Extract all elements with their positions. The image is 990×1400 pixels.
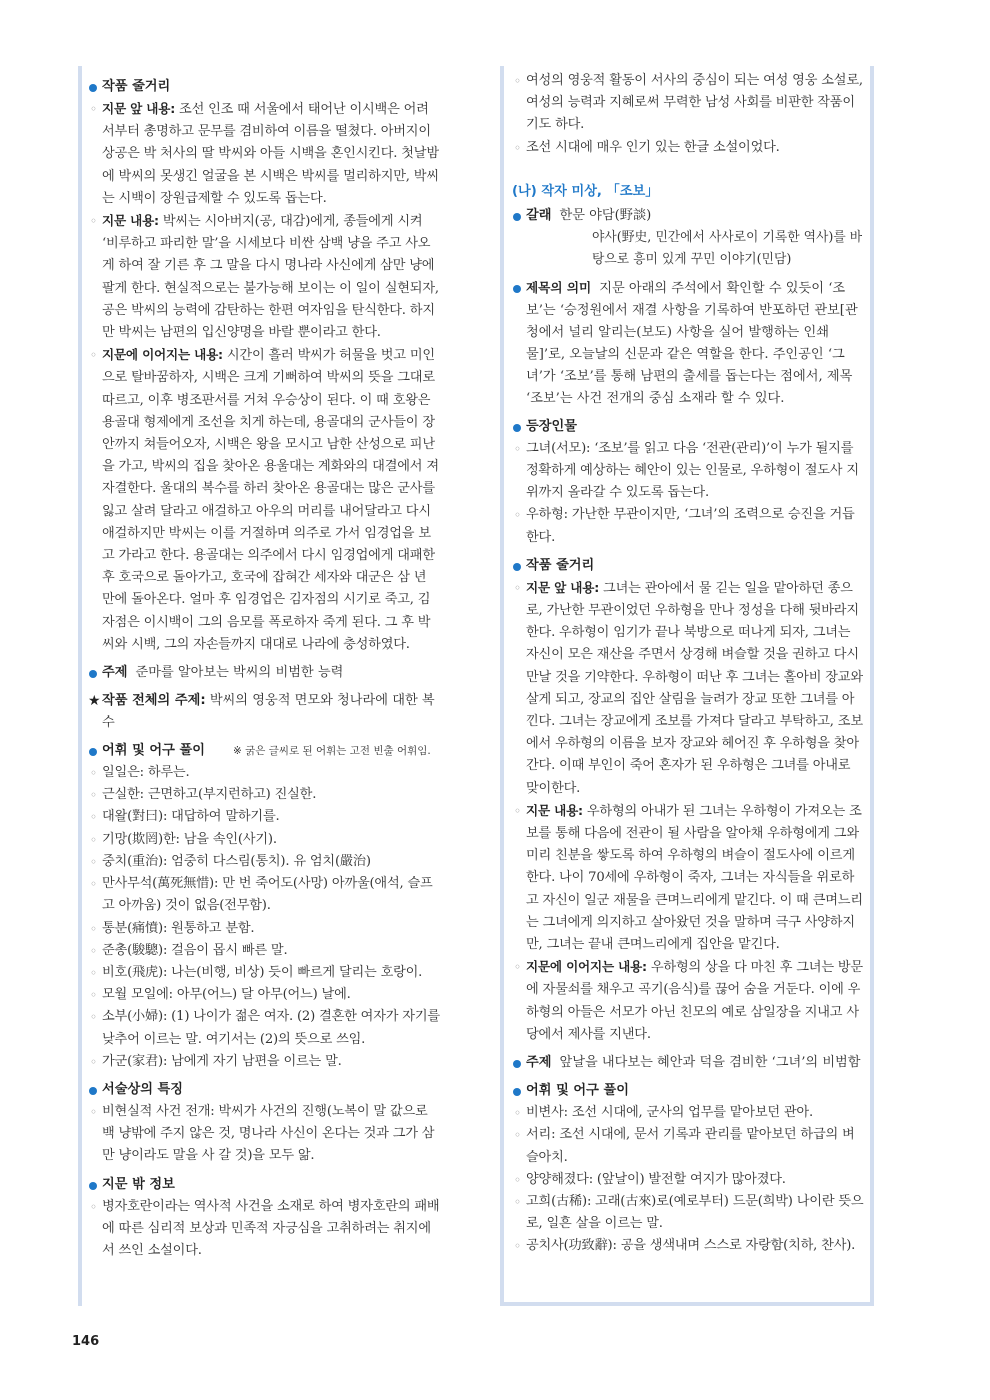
list-item: ◦ 지문에 이어지는 내용: 시간이 흘러 박씨가 허물을 벗고 미인으로 탈바꿈하자, 시백은 크게 기뻐하여 박씨의 뜻을 그대로 따르고, 이후 병조판서를 거쳐 우승상이 된다. 이 때 호왕은 용골대 형제에게 조선을 치게 하는데, 용골대의 군사들이 장안까지 쳐들어오자, 시백은 왕을 모시고 남한 산성으로 피난을 가고, 박씨의 집을 찾아온 용울대는 계화와의 대결에서 져 자결한다. 울대의 복수를 하러 찾아온 용골대는 많은 군사를 잃고 살려 달라고 애걸하고 아우의 머리를 내어달라고 다시 애걸하지만 박씨는 이를 거절하며 의주로 가서 임경업을 보고 가라고 한다. 용골대는 의주에서 다시 임경업에게 대패한 후 호국으로 돌아가고, 호국에 잡혀간 세자와 대군은 삼 년 만에 돌아온다. 얼마 후 임경업은 김자점의 시기로 죽고, 김자점은 이시백이 그의 음모를 폭로하자 죽게 된다. 그 후 박씨와 시백, 그의 자손들까지 대대로 나라에 충성하였다. — [88, 344, 440, 656]
vocab-list — [88, 762, 440, 1073]
star-icon: ★ — [88, 693, 101, 710]
list-item: ◦ 지문 앞 내용: 조선 인조 때 서울에서 태어난 이시백은 어려서부터 총명하고 문무를 겸비하여 이름을 떨쳤다. 아버지이 상공은 박 처사의 딸 박씨와 아들 시백을 혼인시킨다. 첫날밤에 박씨의 못생긴 얼굴을 본 시백은 박씨를 멀리하지만, 박씨는 시백이 장원급제할 수 있도록 돕는다. — [88, 98, 440, 210]
section-heading: 어휘 및 어구 풀이 — [512, 1080, 864, 1102]
plot-list — [88, 98, 440, 656]
section-heading: 갈래 한문 야담(野談) — [512, 205, 864, 227]
list-item: ◦ 대왈(對曰): 대답하여 말하기를. — [88, 806, 440, 828]
list-item: ◦ 비현실적 사건 전개: 박씨가 사건의 진행(노복이 말 값으로 백 냥밖에 주지 않은 것, 명나라 사신이 온다는 것과 그가 삼만 냥이라도 말을 사 갈 것)을 모두 앎. — [88, 1101, 440, 1168]
vocab-section — [88, 740, 440, 1073]
plot-section — [88, 76, 440, 656]
left-column — [78, 66, 440, 1306]
list-item: ◦ 가군(家君): 남에게 자기 남편을 이르는 말. — [88, 1051, 440, 1073]
list-item: ◦ 병자호란이라는 역사적 사건을 소재로 하여 병자호란의 패배에 따른 심리적 보상과 민족적 자긍심을 고취하려는 취지에서 쓰인 소설이다. — [88, 1196, 440, 1263]
list-item: ◦ 근실한: 근면하고(부지런하고) 진실한. — [88, 784, 440, 806]
list-item: ◦ 지문 앞 내용: 그녀는 관아에서 물 긷는 일을 맡아하던 종으로, 가난한 무관이었던 우하형을 만나 정성을 다해 뒷바라지한다. 우하형이 임기가 끝나 북방으로 떠나게 되자, 그녀는 자신이 모은 재산을 주면서 상경해 벼슬할 것을 권하고 다시 만날 것을 기약한다. 우하형이 떠난 후 그녀는 홀아비 장교와 살게 되고, 장교의 집안 살림을 늘려가 장교 또한 그녀를 아낀다. 그녀는 장교에게 조보를 가져다 달라고 부탁하고, 조보에서 우하형의 이름을 보자 장교와 헤어진 후 우하형을 찾아간다. 이때 부인이 죽어 혼자가 된 우하형은 그녀를 아내로 맞이한다. — [512, 577, 864, 800]
list-item: ◦ 서리: 조선 시대에, 문서 기록과 관리를 맡아보던 하급의 벼슬아치. — [512, 1124, 864, 1168]
list-item: ◦ 양양해졌다: (앞날이) 발전할 여지가 많아졌다. — [512, 1169, 864, 1191]
bullet-icon — [513, 213, 521, 221]
bullet-icon — [513, 285, 521, 293]
list-item: ◦ 지문에 이어지는 내용: 우하형의 상을 다 마친 후 그녀는 방문에 자물쇠를 채우고 곡기(음식)를 끊어 숨을 거둔다. 이에 우하형의 아들은 서모가 아닌 친모의 예로 삼일장을 지내고 사당에서 제사를 지낸다. — [512, 956, 864, 1046]
list-item: ◦ 준총(駿驄): 걸음이 몹시 빠른 말. — [88, 940, 440, 962]
list-item: ◦ 우하형: 가난한 무관이지만, ‘그녀’의 조력으로 승진을 거듭한다. — [512, 504, 864, 548]
plot-list — [512, 577, 864, 1046]
characters-section — [512, 416, 864, 549]
narrative-section — [88, 1079, 440, 1168]
work-subtitle-section — [512, 181, 864, 203]
bullet-icon — [513, 424, 521, 432]
page-number: 146 — [72, 1334, 100, 1349]
list-item: ◦ 고희(古稀): 고래(古來)로(예로부터) 드문(희박) 나이란 뜻으로, 일흔 살을 이르는 말. — [512, 1191, 864, 1235]
bullet-icon — [89, 1182, 97, 1190]
list-item: ◦ 통분(痛憤): 원통하고 분함. — [88, 918, 440, 940]
bullet-icon — [89, 748, 97, 756]
list-item: ◦ 그녀(서모): ‘조보’를 읽고 다음 ‘전관(관리)’이 누가 될지를 정확하게 예상하는 혜안이 있는 인물로, 우하형이 절도사 지위까지 올라갈 수 있도록 돕는다. — [512, 438, 864, 505]
bullet-icon — [513, 563, 521, 571]
bullet-icon — [513, 1088, 521, 1096]
section-heading: 주제 앞날을 내다보는 혜안과 덕을 겸비한 ‘그녀’의 비범함 — [512, 1052, 864, 1074]
whole-theme-section — [88, 690, 440, 734]
plot-section — [512, 555, 864, 1046]
outside-list — [88, 1196, 440, 1263]
list-item: ◦ 비호(飛虎): 나는(비행, 비상) 듯이 빠르게 달리는 호랑이. — [88, 962, 440, 984]
list-item: ◦ 여성의 영웅적 활동이 서사의 중심이 되는 여성 영웅 소설로, 여성의 능력과 지혜로써 무력한 남성 사회를 비판한 작품이기도 하다. — [512, 70, 864, 137]
theme-section — [512, 1052, 864, 1074]
list-item: ◦ 만사무석(萬死無惜): 만 번 죽어도(사망) 아까울(애석, 슬프고 아까움) 것이 없음(전무함). — [88, 873, 440, 917]
bullet-icon — [89, 1087, 97, 1095]
section-heading: 제목의 의미 지문 아래의 주석에서 확인할 수 있듯이 ‘조보’는 ‘승정원에서 재결 사항을 기록하여 반포하던 관보[관청에서 널리 알리는(보도) 사항을 실어 발행하는 인쇄물]’로, 오늘날의 신문과 같은 역할을 한다. 주인공인 ‘그녀’가 ‘조보’를 통해 남편의 출세를 돕는다는 점에서, 제목 ‘조보’는 사건 전개의 중심 소재라 할 수 있다. — [512, 277, 864, 410]
list-item: ◦ 지문 내용: 우하형의 아내가 된 그녀는 우하형이 가져오는 조보를 통해 다음에 전관이 될 사람을 알아채 우하형에게 그와 미리 친분을 쌓도록 하여 우하형의 벼슬이 절도사에 이르게 한다. 나이 70세에 우하형이 죽자, 그녀는 자식들을 위로하고 자신이 일군 재물을 큰며느리에게 맡긴다. 이 때 큰며느리는 그녀에게 의지하고 살아왔던 것을 말하며 극구 사양하지만, 그녀는 끝내 큰며느리에게 집안을 맡긴다. — [512, 800, 864, 956]
title-meaning-section — [512, 277, 864, 410]
right-column — [500, 66, 874, 1306]
section-heading: 작품 줄거리 — [88, 76, 440, 98]
vocab-section — [512, 1080, 864, 1257]
list-item: ◦ 모월 모일에: 아무(어느) 달 아무(어느) 날에. — [88, 984, 440, 1006]
top-list — [512, 70, 864, 159]
vocab-list — [512, 1102, 864, 1257]
work-subtitle: (나) 작자 미상, 「조보」 — [512, 183, 659, 199]
genre-section — [512, 205, 864, 271]
section-heading: 등장인물 — [512, 416, 864, 438]
section-heading: 서술상의 특징 — [88, 1079, 440, 1101]
section-heading: 지문 밖 정보 — [88, 1174, 440, 1196]
list-item: ◦ 중치(重治): 엄중히 다스림(통치). 유 엄치(嚴治) — [88, 851, 440, 873]
bullet-icon — [89, 670, 97, 678]
list-item: ◦ 지문 내용: 박씨는 시아버지(공, 대감)에게, 종들에게 시켜 ‘비루하고 파리한 말’을 시세보다 비싼 삼백 냥을 주고 사오게 하여 잘 기른 후 그 말을 다시 명나라 사신에게 삼만 냥에 팔게 한다. 현실적으로는 불가능해 보이는 이 일이 실현되자, 공은 박씨의 능력에 감탄하는 한편 여자임을 탄식한다. 하지만 박씨는 남편의 입신양명을 바랄 뿐이라고 한다. — [88, 210, 440, 344]
narrative-list — [88, 1101, 440, 1168]
list-item: ◦ 조선 시대에 매우 인기 있는 한글 소설이었다. — [512, 137, 864, 159]
theme-section — [88, 662, 440, 684]
section-heading: 어휘 및 어구 풀이 ※ 굵은 글씨로 된 어휘는 고전 빈출 어휘임. — [88, 740, 440, 762]
section-heading: 작품 줄거리 — [512, 555, 864, 577]
list-item: ◦ 비변사: 조선 시대에, 군사의 업무를 맡아보던 관아. — [512, 1102, 864, 1124]
bullet-icon — [513, 1060, 521, 1068]
characters-list — [512, 438, 864, 549]
list-item: ◦ 일일은: 하루는. — [88, 762, 440, 784]
list-item: ◦ 소부(小婦): (1) 나이가 젊은 여자. (2) 결혼한 여자가 자기를 낮추어 이르는 말. 여기서는 (2)의 뜻으로 쓰임. — [88, 1006, 440, 1050]
section-heading: 주제 준마를 알아보는 박씨의 비범한 능력 — [88, 662, 440, 684]
outside-info-section — [88, 1174, 440, 1263]
genre-definition: 야사(野史, 민간에서 사사로이 기록한 역사)를 바탕으로 흥미 있게 꾸민 이야기(민담) — [592, 229, 863, 267]
bullet-icon — [89, 84, 97, 92]
list-item: ◦ 공치사(功致辭): 공을 생색내며 스스로 자랑함(치하, 찬사). — [512, 1235, 864, 1257]
list-item: ◦ 기망(欺罔)한: 남을 속인(사기). — [88, 829, 440, 851]
section-heading: ★ 작품 전체의 주제: 박씨의 영웅적 면모와 청나라에 대한 복수 — [88, 690, 440, 734]
